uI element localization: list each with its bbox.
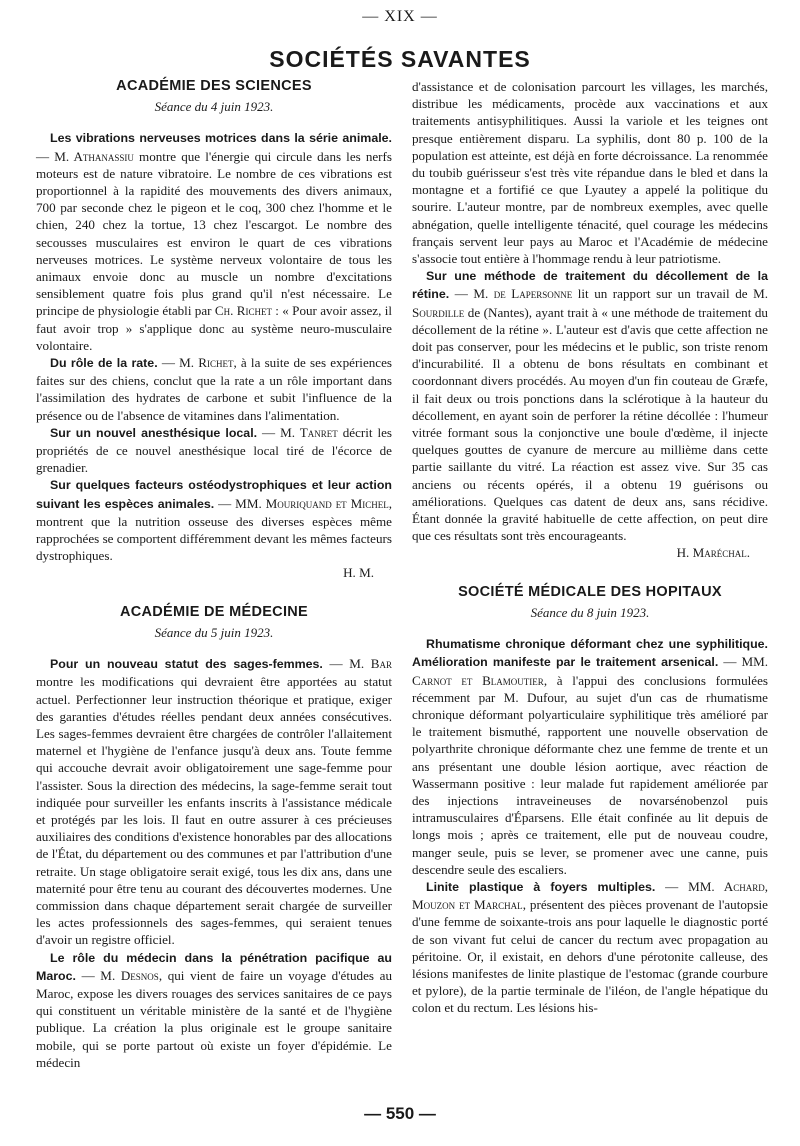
paragraph-retine: Sur une méthode de traitement du décollement de la rétine. — M. de Lapersonne lit un rapport sur un travail de M. Sourdille de (Nantes), ayant trait à « une méthode de traitement du décollement de la rétine ». L'auteur est d'avis que cette affection ne doit pas conserver, pour les médecins et le public, son triste renom d'incurabilité. Il a obtenu de bons résultats en combinant et coordonnant divers procédés. Au moyen d'un fin couteau de Græfe, il fait deux ou trois ponctions dans la sclérotique à la hauteur du décollement, en ayant soin de perforer la rétine décollée : l'humeur vitrée formant sous la conjonctive une boule d'œdème, il injecte quelques gouttes de cyanure de mercure au millième dans cette partie saillante du vitré. La réaction est assez vive. Sur 35 cas anciens ou récents opérés, il a obtenu 19 guérisons ou améliorations. Quelques cas datent de deux ans, sans récidive. Étant donnée la gravité habituelle de cette affection, on peut dire que ces résultats sont très encourageants.	[412, 269, 769, 544]
lead-vibrations: Les vibrations nerveuses motrices dans la série animale.	[50, 131, 392, 146]
author-desnos: M. Desnos	[100, 967, 159, 983]
page-number: — 550 —	[364, 1104, 436, 1123]
lead-anesthesique: Sur un nouvel anesthésique local.	[50, 425, 258, 440]
signature-marechal: H. Maréchal.	[676, 545, 750, 561]
text-retine: lit un rapport sur un travail de	[577, 286, 748, 302]
author-achard-mouzon-marchal: MM. Achard, Mouzon et Marchal	[412, 878, 769, 913]
author-richet-ch: Ch. Richet	[214, 303, 272, 319]
academie-medecine-session: Séance du 5 juin 1923.	[154, 624, 274, 640]
author-richet: M. Richet	[179, 355, 234, 371]
author-lapersonne: M. de Lapersonne	[473, 286, 573, 302]
paragraph-rhumatisme: Rhumatisme chronique déformant chez une syphilitique. Amélioration manifeste par le traitement arsenical. — MM. Carnot et Blamoutier, à l'appui des conclusions formulées récemment par M. Dufour, au sujet d'un cas de rhumatisme chronique déformant polyarticulaire syphilitique très amélioré par le traitement bismuthé, rapportent une nouvelle observation de polyarthrite chronique déformante chez une femme de trente et un ans présentant une double lésion aortique, avec réaction de Wassermann positive : leur malade fut rapidement améliorée par des injections intraveineuses de novarsénobenzol puis intramusculaires d'Éparsens. Elle était confinée au lit depuis de longs mois ; après ce traitement, elle put de nouveau coudre, manger seule, puis se lever, se promener avec une canne, puis descendre seule des escaliers.	[412, 637, 769, 877]
lead-maroc: Le rôle du médecin dans la pénétration pacifique au Maroc.	[36, 950, 392, 983]
author-tanret: M. Tanret	[280, 424, 338, 440]
academie-medecine-title: ACADÉMIE DE MÉDECINE	[119, 603, 309, 620]
societe-hopitaux-session: Séance du 8 juin 1923.	[530, 604, 650, 620]
paragraph-anesthesique: Sur un nouvel anesthésique local. — M. Tanret décrit les propriétés de ce nouvel anesthésique local tiré de l'écorce de grenadier.	[36, 424, 393, 476]
lead-osteo: Sur quelques facteurs ostéodystrophiques et leur action suivant les espèces animales.	[36, 478, 392, 511]
lead-retine: Sur une méthode de traitement du décollement de la rétine.	[412, 269, 768, 302]
right-column	[412, 78, 768, 1017]
text-maroc: , qui vient de faire un voyage d'études au Maroc, expose les divers rouages des services sanitaires de ce pays qui constituent un véritable ministère de la santé et de l'hygiène publique. La création la plus originale est le groupe sanitaire mobile, qui se porte partout où existe un foyer d'épidémie. Le médecin	[36, 967, 392, 1070]
paragraph-rate: Du rôle de la rate. — M. Richet, à la suite de ses expériences faites sur des chiens, conclut que la rate a un rôle important dans l'assimilation des hydrates de carbone et subit l'influence de la présence ou de l'absence de vitamines dans l'alimentation.	[36, 355, 393, 423]
author-sourdille: M. Sourdille	[412, 286, 769, 320]
lead-sages-femmes: Pour un nouveau statut des sages-femmes.	[50, 657, 323, 672]
academie-sciences-session: Séance du 4 juin 1923.	[154, 99, 274, 115]
author-bar: M. Bar	[349, 656, 393, 672]
text-anesthesique: décrit les propriétés de ce nouvel anesthésique local tiré de l'écorce de grenadier.	[36, 424, 393, 476]
lead-rhumatisme: Rhumatisme chronique déformant chez une syphilitique. Amélioration manifeste par le traitement arsenical.	[412, 637, 768, 670]
paragraph-osteo: Sur quelques facteurs ostéodystrophiques et leur action suivant les espèces animales. — MM. Mouriquand et Michel, montrent que la nutrition osseuse des diverses espèces même rapprochées se comportent différemment devant les mêmes facteurs dystrophiques.	[36, 478, 393, 564]
section-title: SOCIÉTÉS SAVANTES	[269, 46, 531, 72]
lead-linite: Linite plastique à foyers multiples.	[426, 879, 656, 894]
author-carnot-blamoutier: MM. Carnot et Blamoutier	[412, 654, 769, 688]
text-vibrations: montre que l'énergie qui circule dans les nerfs moteurs est de nature vibratoire. Le nombre de ces vibrations est proportionnel à la rapidité des mouvements des divers animaux, 700 par seconde chez le pigeon et le coq, 300 chez l'homme et le chien, 240 chez la tortue, 13 chez l'escargot. Le nombre des secousses musculaires est environ le quart de ces vibrations nerveuses motrices. Le système nerveux volontaire de tous les animaux envoie donc au muscle un nombre d'excitations sensiblement quatre fois plus grand qu'il n'est nécessaire. Le principe de physiologie établi par	[36, 148, 392, 319]
paragraph-vibrations: Les vibrations nerveuses motrices dans la série animale. — M. Athanassiu montre que l'énergie qui circule dans les nerfs moteurs est de nature vibratoire. Le nombre de ces vibrations est proportionnel à la rapidité des mouvements des divers animaux, 700 par seconde chez le pigeon et le coq, 300 chez l'homme et le chien, 240 chez la tortue, 13 chez l'escargot. Le nombre des secousses musculaires est environ le quart de ces vibrations nerveuses motrices. Le système nerveux volontaire de tous les animaux envoie donc au muscle un nombre d'excitations sensiblement quatre fois plus grand qu'il n'est nécessaire. Le principe de physiologie établi par Ch. Richet : « Pour avoir assez, il faut avoir trop » s'applique donc au système neuro-musculaire volontaire.	[36, 131, 392, 353]
text-osteo: , montrent que la nutrition osseuse des diverses espèces même rapprochées se comportent différemment devant les mêmes facteurs dystrophiques.	[36, 495, 393, 564]
text-vibrations-2: : « Pour avoir assez, il faut avoir trop » s'applique donc au système neuro-musculaire volontaire.	[36, 303, 392, 353]
spacer	[36, 582, 392, 604]
academie-sciences-title: ACADÉMIE DES SCIENCES	[116, 78, 312, 94]
left-column	[36, 78, 392, 1071]
text-retine-2: de (Nantes), ayant trait à « une méthode de traitement du décollement de la rétine ». L'auteur est d'avis que cette affection ne doit pas conserver, pour les médecins et le public, son triste renom d'incurabilité. Il a obtenu de bons résultats en combinant et coordonnant divers procédés. Au moyen d'un fin couteau de Græfe, il fait deux ou trois ponctions dans la sclérotique à la hauteur du décollement, en ayant soin de perforer la rétine décollée : l'humeur vitrée formant sous la conjonctive une boule d'œdème, il injecte quelques gouttes de cyanure de mercure au millième dans cette partie saillante du vitré. La réaction est assez vive. Sur 35 cas anciens ou récents opérés, il a obtenu 19 guérisons ou améliorations. Quelques cas datent de deux ans, sans récidive. Étant donnée la gravité habituelle de cette affection, on peut dire que ces résultats sont très encourageants.	[412, 304, 768, 544]
author-mouriquand-michel: MM. Mouriquand et Michel	[235, 495, 389, 511]
signature-hm: H. M.	[343, 565, 374, 581]
societe-hopitaux-title: SOCIÉTÉ MÉDICALE DES HOPITAUX	[458, 583, 722, 600]
lead-rate: Du rôle de la rate.	[50, 356, 158, 371]
spacer	[412, 562, 768, 584]
text-sages-femmes: montre les modifications qui devraient être apportées au statut actuel. Perfectionner leur instruction théorique et pratique, exiger des garanties d'études réelles pendant deux années consécutives. Les sages-femmes devraient être chargées de contrôler l'allaitement maternel et l'hygiène de l'enfance jusqu'à deux ans. Toute femme qui accouche devrait avoir obligatoirement une sage-femme pour l'assister. Sous la direction des médecins, la sage-femme serait tout indiquée pour surveiller les enfants inscrits à l'assistance médicale et protégés par les lois. Il faut en outre assurer à ces précieuses auxiliaires des conditions d'existence honorables par des allocations de l'État, du département ou des communes et par l'attribution d'une retraite. Un stage obligatoire serait exigé, tous les dix ans, dans une maternité pour être tenu au courant des découvertes modernes. Une commission dans chaque département serait chargée de surveiller les actes professionnels des sages-femmes, qui seraient tenues d'avoir un registre officiel.	[36, 674, 392, 948]
author-athanassiu: M. Athanassiu	[54, 148, 134, 164]
paragraph-maroc-continued: d'assistance et de colonisation parcourt les villages, les marchés, distribue les médicaments, procède aux vaccinations et aux traitements antisyphilitiques. Aussi la variole et les teignes ont presque entièrement disparu. La syphilis, dont 80 p. 100 de la population est atteinte, est déjà en forte décroissance. La renommée du toubib guérisseur s'est très vite répandue dans le bled et dans la montagne et a fortifié ce que Lyautey a appelé la politique du sourire. L'auteur montre, par de nombreux exemples, avec quelle abnégation, quelle intelligente ténacité, quel courage les médecins français servent leur pays au Maroc et l'Académie de médecine s'associe tout entière à l'hommage rendu à leur patriotisme.	[412, 79, 768, 267]
paragraph-linite: Linite plastique à foyers multiples. — MM. Achard, Mouzon et Marchal, présentent des pièces provenant de l'autopsie d'une femme de soixante-trois ans pour laquelle le diagnostic porté de son vivant fut celui de cancer du rectum avec propagation au péritoine. Or, il existait, en dehors d'une pérotonite calleuse, des lésions manifestes de linite plastique de l'estomac (grande courbure et pylore), de la partie terminale de l'iléon, de l'angle hépatique du colon et du rectum. Les lésions his-	[412, 878, 769, 1016]
text-linite: , présentent des pièces provenant de l'autopsie d'une femme de soixante-trois ans pour laquelle le diagnostic porté de son vivant fut celui de cancer du rectum avec propagation au péritoine. Or, il existait, en dehors d'une pérotonite calleuse, des lésions manifestes de linite plastique de l'estomac (grande courbure et pylore), de la partie terminale de l'iléon, de l'angle hépatique du colon et du rectum. Les lésions his-	[412, 897, 768, 1016]
paragraph-sages-femmes: Pour un nouveau statut des sages-femmes. — M. Bar montre les modifications qui devraient être apportées au statut actuel. Perfectionner leur instruction théorique et pratique, exiger des garanties d'études réelles pendant deux années consécutives. Les sages-femmes devraient être chargées de contrôler l'allaitement maternel et l'hygiène de l'enfance jusqu'à deux ans. Toute femme qui accouche devrait avoir obligatoirement une sage-femme pour l'assister. Sous la direction des médecins, la sage-femme serait tout indiquée pour surveiller les enfants inscrits à l'assistance médicale et protégés par les lois. Il faut en outre assurer à ces précieuses auxiliaires des conditions d'existence honorables par des allocations de l'État, du département ou des communes et par l'attribution d'une retraite. Un stage obligatoire serait exigé, tous les dix ans, dans une maternité pour être tenu au courant des découvertes modernes. Une commission dans chaque département serait chargée de surveiller les actes professionnels des sages-femmes, qui seraient tenues d'avoir un registre officiel.	[36, 656, 393, 948]
page-folio: — XIX —	[362, 8, 438, 25]
paragraph-maroc: Le rôle du médecin dans la pénétration pacifique au Maroc. — M. Desnos, qui vient de faire un voyage d'études au Maroc, expose les divers rouages des services sanitaires de ce pays qui constituent un véritable ministère de la santé et de l'hygiène publique. La création la plus originale est le groupe sanitaire mobile, qui se porte partout où existe un foyer d'épidémie. Le médecin	[36, 950, 392, 1070]
text-rate: , à la suite de ses expériences faites sur des chiens, conclut que la rate a un rôle important dans l'assimilation des hydrates de carbone et subit l'influence de la présence ou de l'absence de vitamines dans l'alimentation.	[36, 355, 393, 423]
text-rhumatisme: , à l'appui des conclusions formulées récemment par M. Dufour, au sujet d'un cas de rhumatisme chronique déformant polyarticulaire syphilitique très amélioré par le traitement bismuthé, rapportent une nouvelle observation de polyarthrite chronique déformante chez une femme de trente et un ans présentant une double lésion aortique, avec réaction de Wassermann positive : leur malade fut rapidement améliorée par des injections intraveineuses de novarsénobenzol puis intramusculaires d'Éparsens. Elle était confinée au lit depuis de longs mois ; après ce traitement, elle put de nouveau coudre, manger seule, puis se lever, se promener avec une canne, puis descendre seule des escaliers.	[412, 672, 768, 877]
